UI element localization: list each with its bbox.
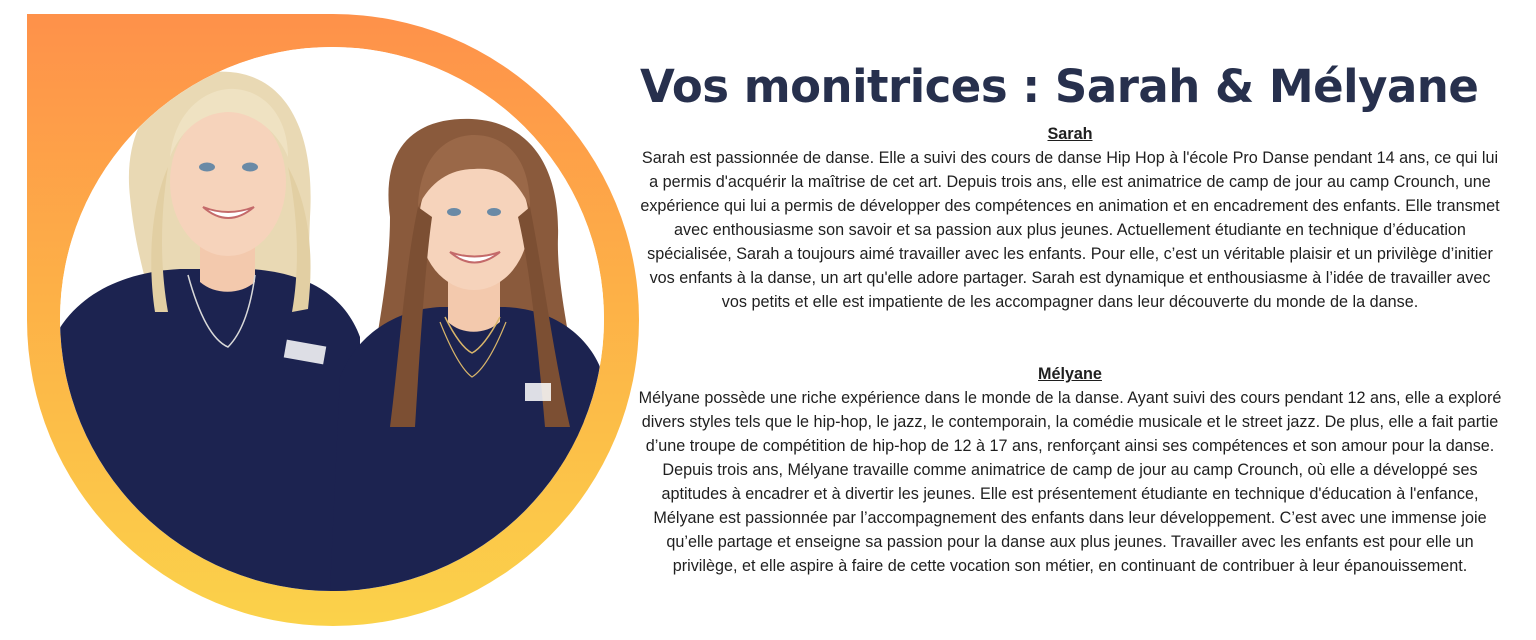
bio-name-melyane: Mélyane <box>1038 365 1102 383</box>
bio-melyane <box>636 362 1504 578</box>
page-title: Vos monitrices : Sarah & Mélyane <box>640 60 1479 113</box>
instructors-photo <box>60 47 604 591</box>
instructors-illustration <box>60 47 604 591</box>
bio-sarah <box>636 122 1504 314</box>
bio-text-melyane: Mélyane possède une riche expérience dans le monde de la danse. Ayant suivi des cours pendant 12 ans, elle a exploré divers styles tels que le hip-hop, le jazz, le contemporain, la comédie musicale et le street jazz. De plus, elle a fait partie d’une troupe de compétition de hip-hop de 12 à 17 ans, renforçant ainsi ses compétences et son amour pour la danse. Depuis trois ans, Mélyane travaille comme animatrice de camp de jour au camp Crounch, où elle a développé ses aptitudes à encadrer et à divertir les jeunes. Elle est présentement étudiante en technique d'éducation à l'enfance, Mélyane est passionnée par l’accompagnement des enfants dans leur développement. C’est avec une immense joie qu’elle partage et enseigne sa passion pour la danse aux plus jeunes. Travailler avec les enfants est pour elle un privilège, et elle aspire à faire de cette vocation son métier, en continuant de contribuer à leur épanouissement. <box>638 389 1502 575</box>
bio-name-sarah: Sarah <box>1047 125 1093 143</box>
bio-text-sarah: Sarah est passionnée de danse. Elle a suivi des cours de danse Hip Hop à l'école Pro Danse pendant 14 ans, ce qui lui a permis d'acquérir la maîtrise de cet art. Depuis trois ans, elle est animatrice de camp de jour au camp Crounch, une expérience qui lui a permis de développer des compétences en animation et en encadrement des enfants. Elle transmet avec enthousiasme son savoir et sa passion aux plus jeunes. Actuellement étudiante en technique d’éducation spécialisée, Sarah a toujours aimé travailler avec les enfants. Pour elle, c’est un véritable plaisir et un privilège d’initier vos enfants à la danse, un art qu'elle adore partager. Sarah est dynamique et enthousiasme à l’idée de travailler avec vos petits et elle est impatiente de les accompagner dans leur découverte du monde de la danse. <box>640 149 1500 311</box>
